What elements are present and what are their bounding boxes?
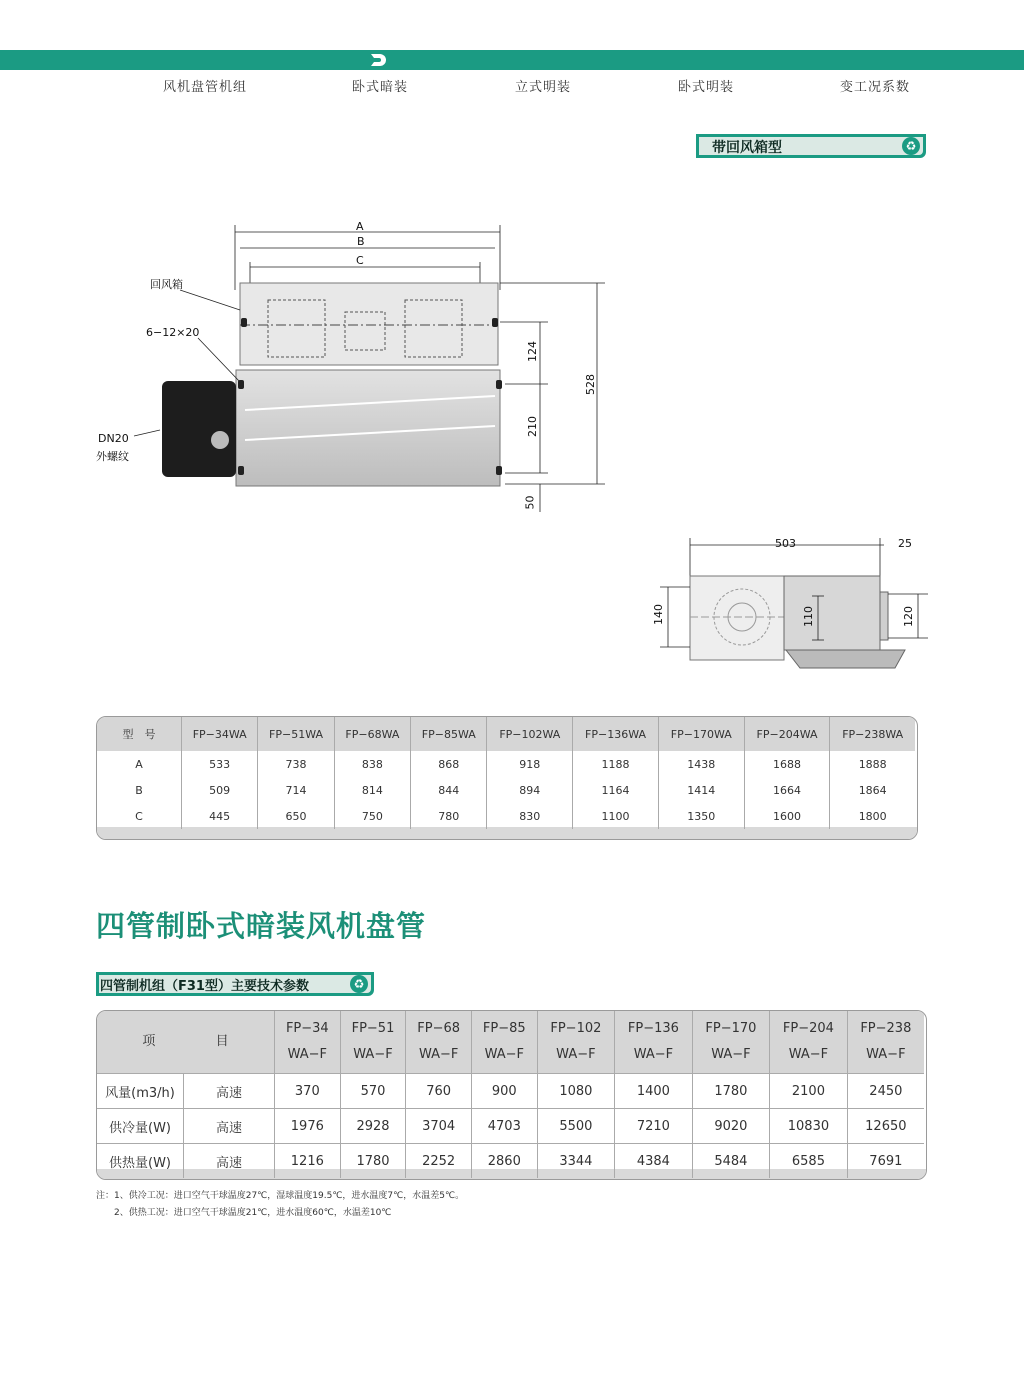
table-header-cell: FP−238WA bbox=[830, 717, 915, 751]
section-title: 四管制卧式暗装风机盘管 bbox=[96, 909, 427, 943]
table-cell: 894 bbox=[487, 777, 573, 803]
model-header-cell: FP−51 WA−F bbox=[340, 1011, 406, 1074]
table-header-cell: FP−170WA bbox=[658, 717, 744, 751]
table-cell: 1888 bbox=[858, 757, 887, 771]
table-row bbox=[97, 1074, 924, 1109]
dim-110-label: 110 bbox=[802, 606, 815, 627]
table-header-cell: FP−34WA bbox=[182, 717, 258, 751]
table-cell: 714 bbox=[258, 777, 334, 803]
recycle-icon: ♻ bbox=[902, 137, 920, 155]
table-cell: 570 bbox=[340, 1074, 406, 1109]
return-box-label: 回风箱 bbox=[150, 278, 183, 291]
table-cell: 1780 bbox=[340, 1144, 406, 1179]
table-cell: 5500 bbox=[537, 1109, 615, 1144]
table-cell: 4703 bbox=[471, 1109, 537, 1144]
table-cell: 4384 bbox=[615, 1144, 693, 1179]
table-header-cell: FP−204WA bbox=[744, 717, 830, 751]
table-cell: 1976 bbox=[275, 1109, 341, 1144]
table-cell: 1864 bbox=[858, 783, 887, 797]
section-tag-label: 带回风箱型 bbox=[712, 140, 782, 156]
table-cell: 918 bbox=[487, 751, 573, 777]
table-cell: 高速 bbox=[184, 1109, 275, 1144]
table-cell: 风量(m3/h) bbox=[97, 1074, 184, 1109]
table-cell: 844 bbox=[411, 777, 487, 803]
table-row bbox=[97, 803, 915, 829]
table-cell: 高速 bbox=[184, 1144, 275, 1179]
model-header-cell: FP−170 WA−F bbox=[692, 1011, 770, 1074]
table-cell: 1438 bbox=[658, 751, 744, 777]
table-cell: 738 bbox=[258, 751, 334, 777]
table-cell: 9020 bbox=[692, 1109, 770, 1144]
table-cell: 509 bbox=[182, 777, 258, 803]
table-cell: 7210 bbox=[615, 1109, 693, 1144]
table-cell: 1350 bbox=[658, 803, 744, 829]
table-header-cell: FP−68WA bbox=[334, 717, 410, 751]
table-cell: 1688 bbox=[744, 751, 830, 777]
footnote-2: 2、供热工况：进口空气干球温度21℃，进水温度60℃，水温差10℃ bbox=[96, 1208, 392, 1218]
table-cell: 750 bbox=[334, 803, 410, 829]
table-header-cell: FP−51WA bbox=[258, 717, 334, 751]
recycle-icon: ♻ bbox=[350, 975, 368, 993]
mounting-holes-label: 6−12×20 bbox=[146, 326, 200, 339]
dim-503-label: 503 bbox=[775, 537, 796, 550]
table-cell: 7691 bbox=[869, 1153, 903, 1169]
table-header-row bbox=[97, 717, 915, 751]
section-tag-specs bbox=[96, 972, 374, 996]
table-cell: 868 bbox=[411, 751, 487, 777]
table-cell: 2928 bbox=[340, 1109, 406, 1144]
model-header-cell: FP−204 WA−F bbox=[770, 1011, 848, 1074]
table-cell: 2860 bbox=[471, 1144, 537, 1179]
dim-140-label: 140 bbox=[652, 604, 665, 625]
table-cell: 1780 bbox=[692, 1074, 770, 1109]
table-cell: 6585 bbox=[770, 1144, 848, 1179]
model-header-cell: FP−68 WA−F bbox=[406, 1011, 472, 1074]
table-row bbox=[97, 1144, 924, 1179]
specs-table bbox=[96, 1010, 927, 1180]
table-row bbox=[97, 1109, 924, 1144]
table-cell: 900 bbox=[471, 1074, 537, 1109]
table-cell: 12650 bbox=[847, 1109, 924, 1144]
table-cell: 814 bbox=[334, 777, 410, 803]
table-cell: C bbox=[97, 803, 182, 829]
table-cell: 3704 bbox=[406, 1109, 472, 1144]
table-cell: 5484 bbox=[692, 1144, 770, 1179]
table-cell: 2100 bbox=[770, 1074, 848, 1109]
pipe-size-label: DN20 bbox=[98, 432, 129, 445]
dim-50-label: 50 bbox=[523, 495, 537, 510]
dim-c-label: C bbox=[356, 254, 364, 267]
nav-item-horizontal-concealed[interactable]: 卧式暗装 bbox=[352, 80, 409, 95]
table-row bbox=[97, 777, 915, 803]
dim-b-label: B bbox=[357, 235, 365, 248]
dim-528-label: 528 bbox=[584, 374, 597, 395]
table-cell: 533 bbox=[182, 751, 258, 777]
model-header-cell: FP−102 WA−F bbox=[537, 1011, 615, 1074]
table-cell: B bbox=[97, 777, 182, 803]
footnote-1: 注：1、供冷工况：进口空气干球温度27℃，湿球温度19.5℃，进水温度7℃，水温差5℃。 bbox=[96, 1191, 465, 1201]
table-cell: 1164 bbox=[573, 777, 659, 803]
table-cell: 1414 bbox=[658, 777, 744, 803]
nav-item-horizontal-exposed[interactable]: 卧式明装 bbox=[678, 80, 735, 95]
dim-210-label: 210 bbox=[526, 416, 539, 437]
table-cell: 1800 bbox=[858, 809, 887, 823]
table-cell: A bbox=[97, 751, 182, 777]
dimension-table bbox=[96, 716, 918, 840]
table-cell: 1216 bbox=[275, 1144, 341, 1179]
table-header-row bbox=[97, 1011, 924, 1074]
table-header-cell: FP−136WA bbox=[573, 717, 659, 751]
table-cell: 高速 bbox=[184, 1074, 275, 1109]
item-label: 目 bbox=[215, 1034, 229, 1049]
table-cell: 10830 bbox=[770, 1109, 848, 1144]
table-cell: 1664 bbox=[744, 777, 830, 803]
footnotes bbox=[96, 1188, 464, 1222]
item-label: 项 bbox=[142, 1034, 156, 1049]
table-cell: 2252 bbox=[406, 1144, 472, 1179]
table-row bbox=[97, 751, 915, 777]
table-cell: 供冷量(W) bbox=[97, 1109, 184, 1144]
table-cell: 1188 bbox=[573, 751, 659, 777]
table-cell: 3344 bbox=[537, 1144, 615, 1179]
table-header-cell: FP−85WA bbox=[411, 717, 487, 751]
table-cell: 830 bbox=[487, 803, 573, 829]
dim-120-label: 120 bbox=[902, 606, 915, 627]
pipe-thread-label: 外螺纹 bbox=[96, 450, 129, 463]
table-cell: 1100 bbox=[573, 803, 659, 829]
table-cell: 1600 bbox=[744, 803, 830, 829]
table-header-cell: 型 号 bbox=[97, 717, 182, 751]
section-tag-specs-label: 四管制机组（F31型）主要技术参数 bbox=[100, 979, 309, 994]
table-cell: 2450 bbox=[847, 1074, 924, 1109]
model-header-cell: FP−85 WA−F bbox=[471, 1011, 537, 1074]
dim-a-label: A bbox=[356, 220, 364, 233]
table-cell: 650 bbox=[258, 803, 334, 829]
table-cell: 760 bbox=[406, 1074, 472, 1109]
model-header-cell: FP−238 WA−F bbox=[847, 1011, 924, 1074]
table-header-cell: FP−102WA bbox=[487, 717, 573, 751]
table-cell: 1400 bbox=[615, 1074, 693, 1109]
table-cell: 370 bbox=[275, 1074, 341, 1109]
dim-124-label: 124 bbox=[526, 341, 539, 362]
dim-25-label: 25 bbox=[898, 537, 912, 550]
table-cell: 445 bbox=[182, 803, 258, 829]
item-header-cell bbox=[97, 1011, 275, 1074]
nav-item-vertical-exposed[interactable]: 立式明装 bbox=[515, 80, 572, 95]
model-header-cell: FP−34 WA−F bbox=[275, 1011, 341, 1074]
table-cell: 838 bbox=[334, 751, 410, 777]
nav-item-variable-conditions[interactable]: 变工况系数 bbox=[840, 80, 911, 95]
table-cell: 780 bbox=[411, 803, 487, 829]
nav-item-fcu[interactable]: 风机盘管机组 bbox=[163, 80, 248, 95]
table-cell: 1080 bbox=[537, 1074, 615, 1109]
model-header-cell: FP−136 WA−F bbox=[615, 1011, 693, 1074]
table-cell: 供热量(W) bbox=[97, 1144, 184, 1179]
